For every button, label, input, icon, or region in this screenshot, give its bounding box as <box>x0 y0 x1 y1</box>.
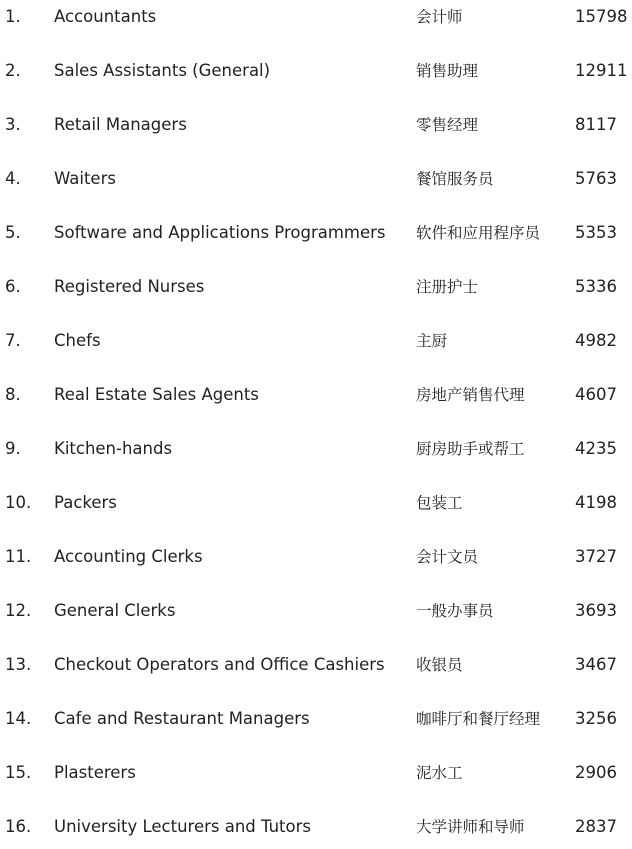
occupation-name: Registered Nurses <box>54 277 205 296</box>
rank-number: 13. <box>5 655 32 674</box>
list-item <box>0 2 632 32</box>
occupation-count: 2837 <box>575 817 617 836</box>
occupation-name: Kitchen-hands <box>54 439 173 458</box>
occupation-name: General Clerks <box>54 601 176 620</box>
occupation-count: 3727 <box>575 547 617 566</box>
list-item <box>0 164 632 194</box>
rank-number: 6. <box>5 277 21 296</box>
occupation-chinese-name: 大学讲师和导师 <box>416 818 525 836</box>
rank-number: 3. <box>5 115 21 134</box>
rank-number: 4. <box>5 169 21 188</box>
rank-number: 14. <box>5 709 32 728</box>
rank-number: 1. <box>5 7 21 26</box>
rank-number: 9. <box>5 439 21 458</box>
list-item <box>0 326 632 356</box>
occupation-count: 4607 <box>575 385 617 404</box>
list-item <box>0 650 632 680</box>
list-item <box>0 434 632 464</box>
occupation-chinese-name: 销售助理 <box>416 62 479 80</box>
occupation-name: Checkout Operators and Office Cashiers <box>54 655 385 674</box>
occupation-name: Cafe and Restaurant Managers <box>54 709 310 728</box>
occupation-chinese-name: 一般办事员 <box>416 602 494 620</box>
list-item <box>0 488 632 518</box>
occupation-name: Plasterers <box>54 763 136 782</box>
list-item <box>0 380 632 410</box>
occupation-count: 4198 <box>575 493 617 512</box>
occupation-chinese-name: 会计师 <box>416 8 463 26</box>
list-item <box>0 56 632 86</box>
occupation-name: Waiters <box>54 169 116 188</box>
rank-number: 5. <box>5 223 21 242</box>
occupation-count: 12911 <box>575 61 628 80</box>
occupation-count: 4982 <box>575 331 617 350</box>
occupation-chinese-name: 软件和应用程序员 <box>416 224 541 242</box>
rank-number: 16. <box>5 817 32 836</box>
occupation-name: Real Estate Sales Agents <box>54 385 259 404</box>
occupation-count: 5763 <box>575 169 617 188</box>
occupation-chinese-name: 泥水工 <box>416 764 463 782</box>
rank-number: 8. <box>5 385 21 404</box>
rank-number: 7. <box>5 331 21 350</box>
occupation-chinese-name: 厨房助手或帮工 <box>416 440 525 458</box>
occupation-chinese-name: 主厨 <box>416 332 448 350</box>
list-item <box>0 272 632 302</box>
list-item <box>0 542 632 572</box>
occupation-name: Retail Managers <box>54 115 187 134</box>
occupation-chinese-name: 房地产销售代理 <box>416 386 525 404</box>
occupation-name: Chefs <box>54 331 101 350</box>
occupation-count: 3256 <box>575 709 617 728</box>
occupation-count: 5336 <box>575 277 617 296</box>
occupation-count: 15798 <box>575 7 628 26</box>
list-item <box>0 758 632 788</box>
occupation-count: 4235 <box>575 439 617 458</box>
occupation-name: University Lecturers and Tutors <box>54 817 311 836</box>
list-item <box>0 110 632 140</box>
list-item <box>0 218 632 248</box>
occupation-count: 3693 <box>575 601 617 620</box>
rank-number: 12. <box>5 601 32 620</box>
rank-number: 11. <box>5 547 32 566</box>
occupation-chinese-name: 餐馆服务员 <box>416 170 494 188</box>
occupation-chinese-name: 包装工 <box>416 494 463 512</box>
occupation-chinese-name: 咖啡厅和餐厅经理 <box>416 710 541 728</box>
occupation-name: Accountants <box>54 7 157 26</box>
list-item <box>0 704 632 734</box>
list-item <box>0 812 632 842</box>
occupation-count: 8117 <box>575 115 617 134</box>
rank-number: 2. <box>5 61 21 80</box>
occupation-name: Software and Applications Programmers <box>54 223 386 242</box>
list-item <box>0 596 632 626</box>
occupation-chinese-name: 收银员 <box>416 656 463 674</box>
occupation-count: 5353 <box>575 223 617 242</box>
occupation-chinese-name: 零售经理 <box>416 116 479 134</box>
rank-number: 10. <box>5 493 32 512</box>
rank-number: 15. <box>5 763 32 782</box>
occupation-chinese-name: 注册护士 <box>416 278 479 296</box>
occupation-name: Sales Assistants (General) <box>54 61 271 80</box>
occupation-name: Accounting Clerks <box>54 547 203 566</box>
occupation-name: Packers <box>54 493 117 512</box>
occupation-chinese-name: 会计文员 <box>416 548 479 566</box>
occupation-count: 3467 <box>575 655 617 674</box>
occupation-count: 2906 <box>575 763 617 782</box>
